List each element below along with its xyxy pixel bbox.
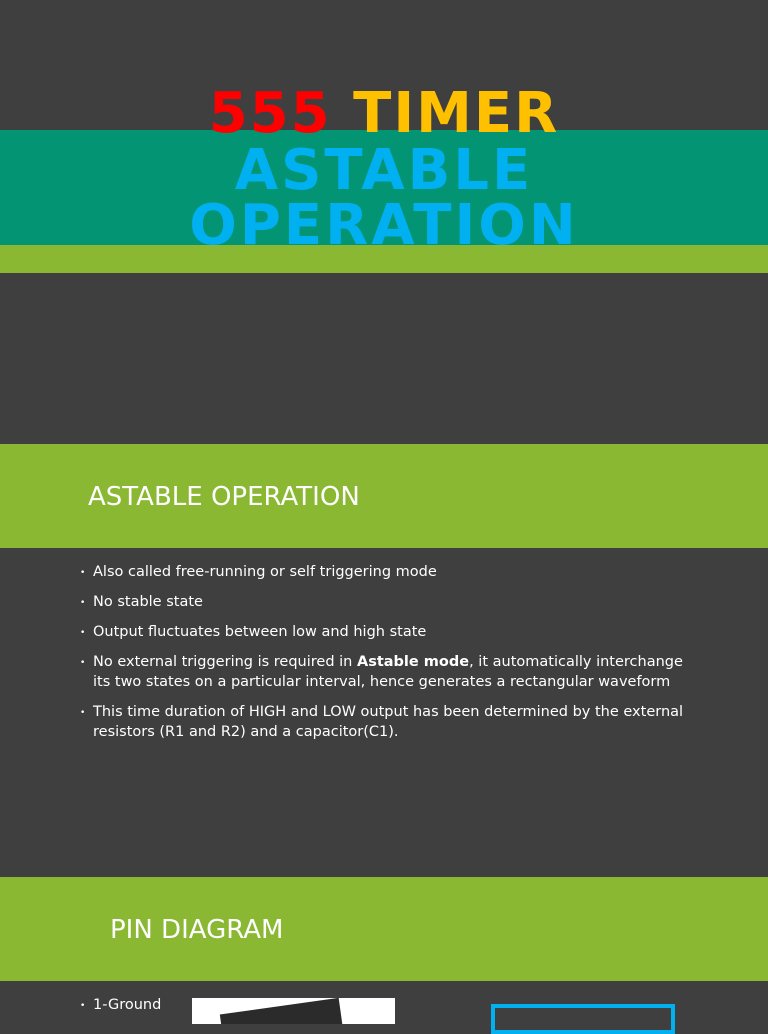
chip-photo — [192, 998, 395, 1024]
bullet-text: This time duration of HIGH and LOW output has been determined by the external resistors (R1 and R2) and a capacitor(C1). — [93, 704, 684, 740]
bullet-text-after: , it automatically interchange its two states on a particular interval, hence generates a rectangular waveform — [93, 654, 683, 690]
subtitle-line-1: ASTABLE — [234, 138, 534, 203]
bullet-icon: • — [80, 598, 86, 608]
bullet-text: Output fluctuates between low and high state — [93, 624, 427, 640]
bullet-text-before: No external triggering is required in — [93, 654, 357, 670]
slide-heading: PIN DIAGRAM — [110, 915, 284, 945]
title-green-band — [0, 245, 768, 273]
bullet-item — [78, 702, 698, 742]
pin-text: 1-Ground — [93, 997, 162, 1013]
bullet-item — [78, 562, 698, 582]
bullet-text: No stable state — [93, 594, 203, 610]
bullet-list — [78, 562, 698, 752]
pin-diagram-slide — [0, 877, 768, 1024]
bullet-icon: • — [80, 568, 86, 578]
bullet-icon: • — [80, 658, 86, 668]
bullet-item — [78, 622, 698, 642]
pin-item — [78, 995, 161, 1015]
pin-list — [78, 995, 161, 1015]
ic-chip-image — [220, 998, 344, 1024]
main-title — [0, 82, 768, 146]
bullet-icon: • — [80, 708, 86, 718]
pin-diagram-frame — [491, 1004, 675, 1034]
bullet-text: Also called free-running or self triggering mode — [93, 564, 437, 580]
title-word: TIMER — [353, 81, 560, 146]
bullet-item — [78, 592, 698, 612]
subtitle-line-2: OPERATION — [189, 198, 579, 245]
bullet-icon: • — [80, 628, 86, 638]
astable-operation-slide — [0, 444, 768, 877]
bullet-icon: • — [80, 1001, 86, 1011]
title-slide — [0, 0, 768, 444]
bullet-item — [78, 652, 698, 692]
title-number: 555 — [208, 81, 332, 146]
slide-heading: ASTABLE OPERATION — [88, 482, 360, 512]
bullet-text-bold: Astable mode — [356, 654, 470, 670]
